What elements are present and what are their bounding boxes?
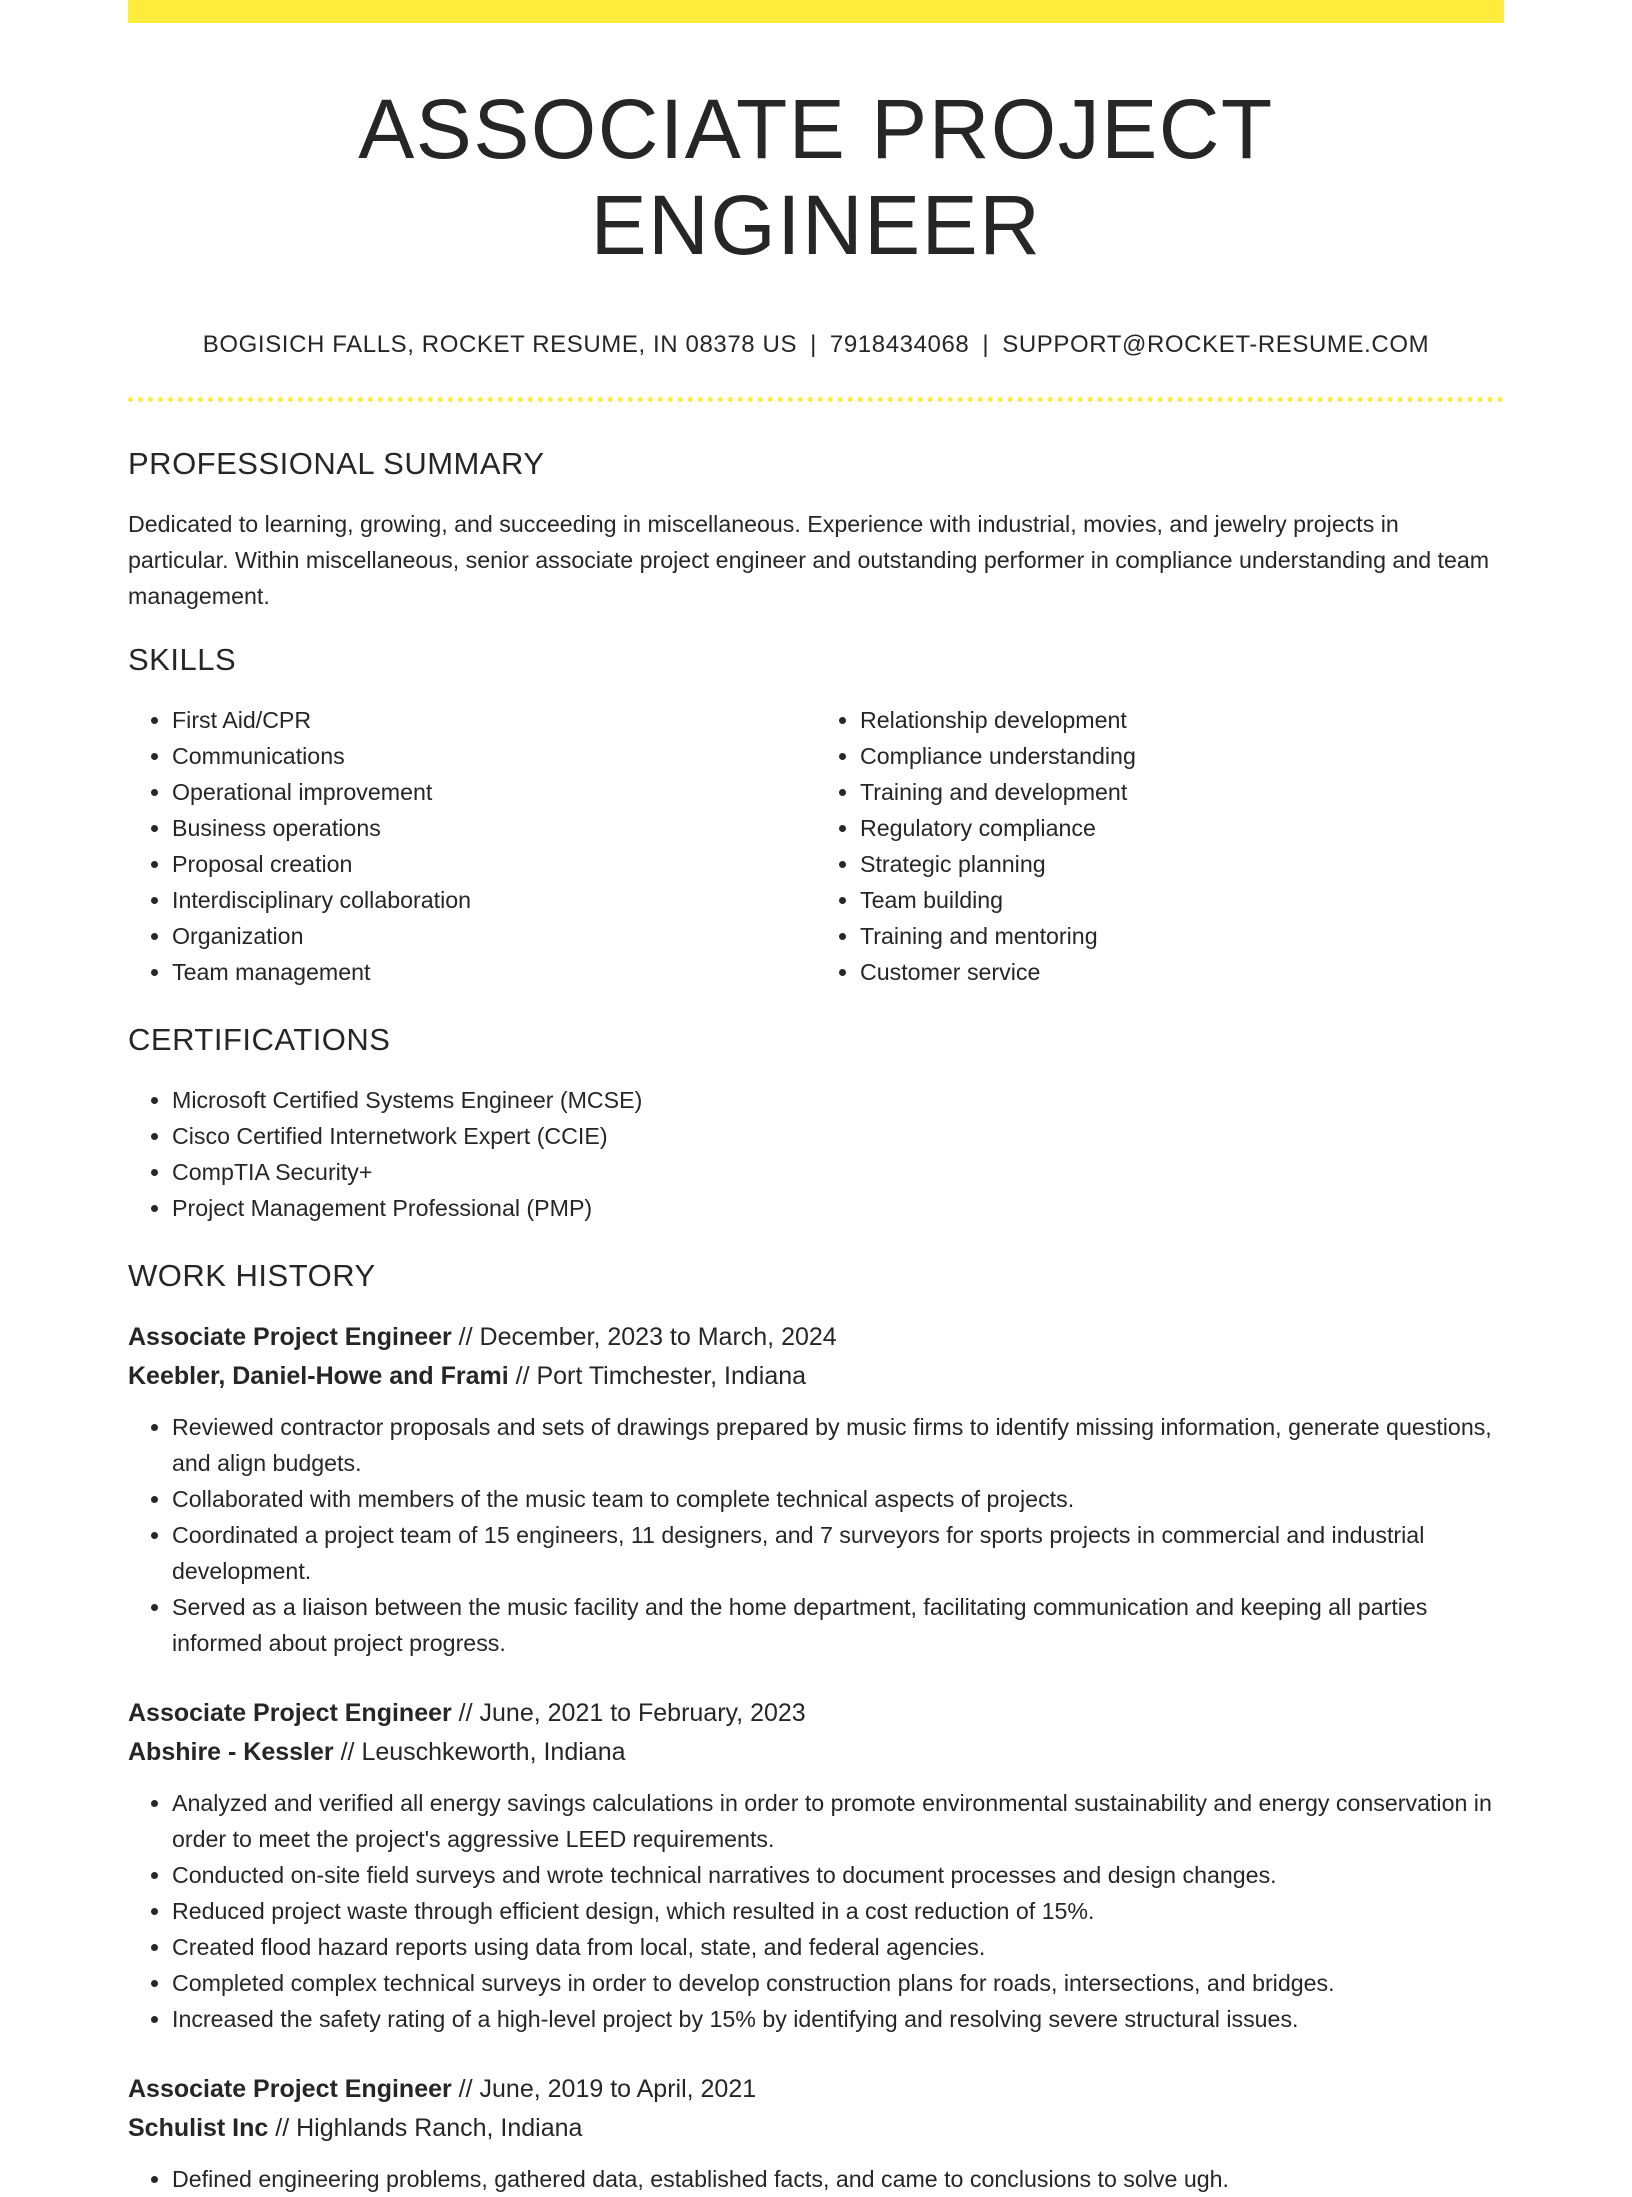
skill-item: • Communications [172, 738, 816, 774]
resume-title: ASSOCIATE PROJECT ENGINEER [358, 82, 1274, 272]
work-history-heading: WORK HISTORY [128, 1258, 376, 1293]
job-separator: // [451, 1699, 480, 1727]
job-role-line [128, 1694, 1504, 1733]
job-bullet: • Conducted on-site field surveys and wrote technical narratives to document processes and design changes. [172, 1857, 1504, 1893]
contact-phone: 7918434068 [829, 331, 970, 358]
contact-email[interactable]: SUPPORT@ROCKET-RESUME.COM [1002, 331, 1430, 358]
job-location: Port Timchester, Indiana [536, 1362, 807, 1390]
job-bullet: • Coordinated a project team of 15 engineers, 11 designers, and 7 surveyors for sports projects in commercial and industrial development. [172, 1517, 1504, 1589]
skill-item: • Training and mentoring [860, 918, 1504, 954]
job-dates: June, 2021 to February, 2023 [479, 1699, 806, 1727]
job-separator: // [333, 1738, 362, 1766]
contact-address: BOGISICH FALLS, ROCKET RESUME, IN 08378 US [202, 331, 798, 358]
job-bullets [128, 2161, 1504, 2197]
job-company: Keebler, Daniel-Howe and Frami [128, 1362, 509, 1390]
contact-line [128, 330, 1504, 360]
skill-item: • Compliance understanding [860, 738, 1504, 774]
job-separator: // [508, 1362, 537, 1390]
job-dates: June, 2019 to April, 2021 [479, 2075, 757, 2103]
summary-text: Dedicated to learning, growing, and succeeding in miscellaneous. Experience with industrial, movies, and jewelry projects in particular. Within miscellaneous, senior associate project engineer and outstanding performer in compliance understanding and team management. [128, 511, 1490, 609]
skill-item: • Organization [172, 918, 816, 954]
skill-item: • Strategic planning [860, 846, 1504, 882]
job-company: Abshire - Kessler [128, 1738, 334, 1766]
skill-item: • Team building [860, 882, 1504, 918]
job-bullets [128, 1409, 1504, 1661]
job-role: Associate Project Engineer [128, 2075, 452, 2103]
job-company-line [128, 2109, 1504, 2148]
job-company-line [128, 1357, 1504, 1396]
certification-item: • Project Management Professional (PMP) [172, 1190, 1504, 1226]
certifications-heading: CERTIFICATIONS [128, 1022, 391, 1057]
job-entry [128, 1694, 1504, 2037]
job-entry [128, 1318, 1504, 1661]
job-location: Highlands Ranch, Indiana [296, 2114, 583, 2142]
skill-item: • Regulatory compliance [860, 810, 1504, 846]
job-bullet: • Defined engineering problems, gathered data, established facts, and came to conclusions to solve ugh. [172, 2161, 1504, 2197]
job-separator: // [451, 1323, 480, 1351]
job-bullet: • Reduced project waste through efficient design, which resulted in a cost reduction of 15%. [172, 1893, 1504, 1929]
certifications-list [128, 1082, 1504, 1226]
job-role: Associate Project Engineer [128, 1699, 452, 1727]
top-accent-bar [128, 0, 1504, 23]
summary-heading: PROFESSIONAL SUMMARY [128, 446, 545, 481]
skills-list-right [816, 702, 1504, 990]
job-bullet: • Completed complex technical surveys in order to develop construction plans for roads, intersections, and bridges. [172, 1965, 1504, 2001]
job-entry [128, 2070, 1504, 2197]
job-bullet: • Served as a liaison between the music facility and the home department, facilitating communication and keeping all parties informed about project progress. [172, 1589, 1504, 1661]
resume-page [128, 0, 1504, 2197]
skills-columns [128, 702, 1504, 990]
skill-item: • Operational improvement [172, 774, 816, 810]
job-bullet: • Analyzed and verified all energy savings calculations in order to promote environmental sustainability and energy conservation in order to meet the project's aggressive LEED requirements. [172, 1785, 1504, 1857]
skills-heading: SKILLS [128, 642, 237, 677]
job-separator: // [451, 2075, 480, 2103]
job-location: Leuschkeworth, Indiana [361, 1738, 626, 1766]
job-separator: // [268, 2114, 297, 2142]
job-bullet: • Increased the safety rating of a high-level project by 15% by identifying and resolving severe structural issues. [172, 2001, 1504, 2037]
skills-list-left [128, 702, 816, 990]
skill-item: • Business operations [172, 810, 816, 846]
job-role: Associate Project Engineer [128, 1323, 452, 1351]
skill-item: • Customer service [860, 954, 1504, 990]
skill-item: • First Aid/CPR [172, 702, 816, 738]
certification-item: • CompTIA Security+ [172, 1154, 1504, 1190]
contact-separator: | [982, 331, 990, 358]
job-bullet: • Created flood hazard reports using data from local, state, and federal agencies. [172, 1929, 1504, 1965]
job-company: Schulist Inc [128, 2114, 269, 2142]
job-dates: December, 2023 to March, 2024 [479, 1323, 837, 1351]
job-bullet: • Collaborated with members of the music team to complete technical aspects of projects. [172, 1481, 1504, 1517]
skill-item: • Relationship development [860, 702, 1504, 738]
job-role-line [128, 1318, 1504, 1357]
job-bullet: • Reviewed contractor proposals and sets of drawings prepared by music firms to identify missing information, generate questions, and align budgets. [172, 1409, 1504, 1481]
job-company-line [128, 1733, 1504, 1772]
certification-item: • Cisco Certified Internetwork Expert (CCIE) [172, 1118, 1504, 1154]
skill-item: • Interdisciplinary collaboration [172, 882, 816, 918]
skill-item: • Team management [172, 954, 816, 990]
skill-item: • Proposal creation [172, 846, 816, 882]
header-divider [128, 397, 1504, 402]
contact-separator: | [810, 331, 817, 358]
certification-item: • Microsoft Certified Systems Engineer (MCSE) [172, 1082, 1504, 1118]
job-role-line [128, 2070, 1504, 2109]
skill-item: • Training and development [860, 774, 1504, 810]
job-bullets [128, 1785, 1504, 2037]
